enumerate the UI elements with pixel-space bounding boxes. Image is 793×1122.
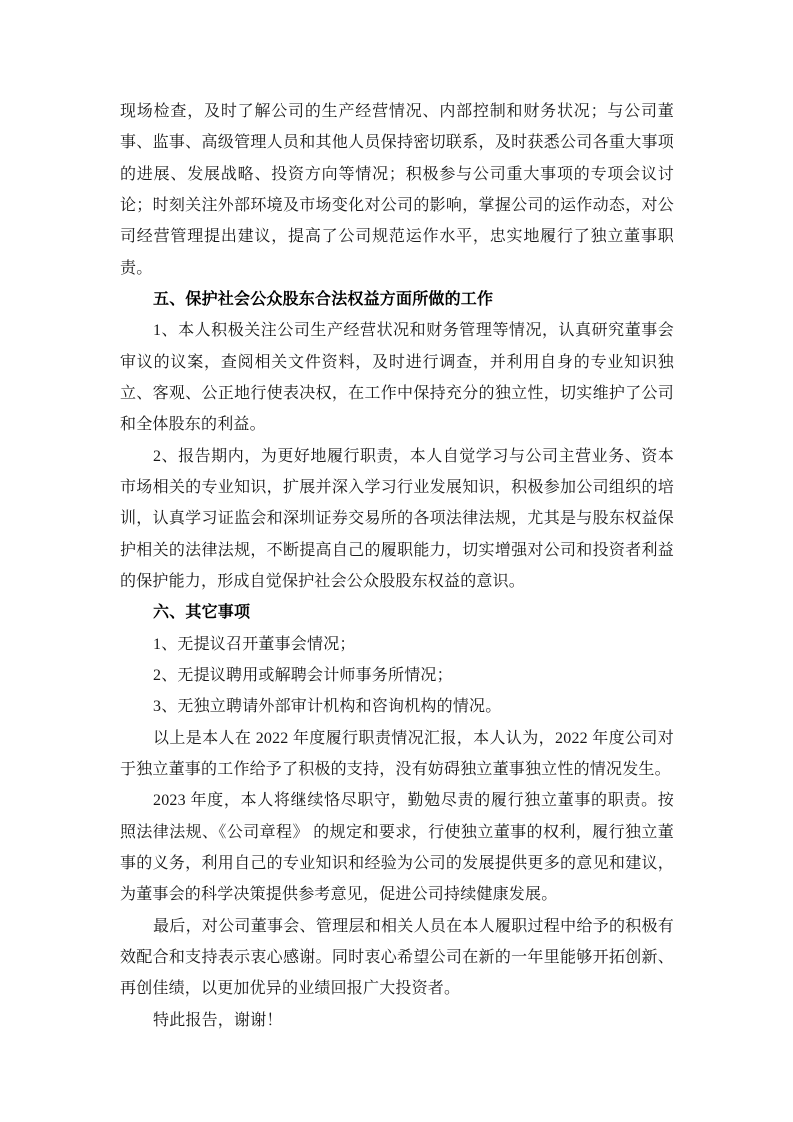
paragraph-5-item-1: 1、本人积极关注公司生产经营状况和财务管理等情况，认真研究董事会审议的议案，查阅相关文件资料，及时进行调查，并利用自身的专业知识独立、客观、公正地行使表决权，在工作中保持充分的独立性，切实维护了公司和全体股东的利益。 — [120, 322, 674, 434]
section-heading-5-public-shareholder-rights: 五、保护社会公众股东合法权益方面所做的工作 — [153, 290, 494, 308]
paragraph-duty-performance-continuation: 现场检查，及时了解公司的生产经营情况、内部控制和财务状况；与公司董事、监事、高级管理人员和其他人员保持密切联系，及时获悉公司各重大事项的进展、发展战略、投资方向等情况；积极参与公司重大事项的专项会议讨论；时刻关注外部环境及市场变化对公司的影响，掌握公司的运作动态，对公司经营管理提出建议，提高了公司规范运作水平，忠实地履行了独立董事职责。 — [120, 103, 674, 277]
section-heading-6-other-matters: 六、其它事项 — [153, 604, 251, 622]
list-item-no-accounting-firm-proposal: 2、无提议聘用或解聘会计师事务所情况； — [153, 666, 453, 684]
list-item-no-board-meeting-proposal: 1、无提议召开董事会情况； — [153, 635, 356, 653]
paragraph-5-item-2: 2、报告期内，为更好地履行职责，本人自觉学习与公司主营业务、资本市场相关的专业知识，扩展并深入学习行业发展知识，积极参加公司组织的培训，认真学习证监会和深圳证券交易所的各项法律法规，尤其是与股东权益保护相关的法律法规，不断提高自己的履职能力，切实增强对公司和投资者利益的保护能力，形成自觉保护社会公众股股东权益的意识。 — [120, 447, 674, 590]
paragraph-2022-summary: 以上是本人在 2022 年度履行职责情况汇报，本人认为，2022 年度公司对于独立董事的工作给予了积极的支持，没有妨碍独立董事独立性的情况发生。 — [120, 729, 674, 778]
paragraph-2023-outlook: 2023 年度，本人将继续恪尽职守，勤勉尽责的履行独立董事的职责。按照法律法规、《公司章程》 的规定和要求，行使独立董事的权利，履行独立董事的义务，利用自己的专业知识和经验为公司的发展提供更多的意见和建议，为董事会的科学决策提供参考意见，促进公司持续健康发展。 — [120, 792, 674, 904]
list-item-no-external-audit-engagement: 3、无独立聘请外部审计机构和咨询机构的情况。 — [153, 698, 502, 716]
paragraph-acknowledgement: 最后，对公司董事会、管理层和相关人员在本人履职过程中给予的积极有效配合和支持表示衷心感谢。同时衷心希望公司在新的一年里能够开拓创新、再创佳绩，以更加优异的业绩回报广大投资者。 — [120, 917, 674, 998]
paragraph-closing-statement: 特此报告，谢谢！ — [153, 1011, 283, 1029]
document-body — [120, 96, 674, 1036]
